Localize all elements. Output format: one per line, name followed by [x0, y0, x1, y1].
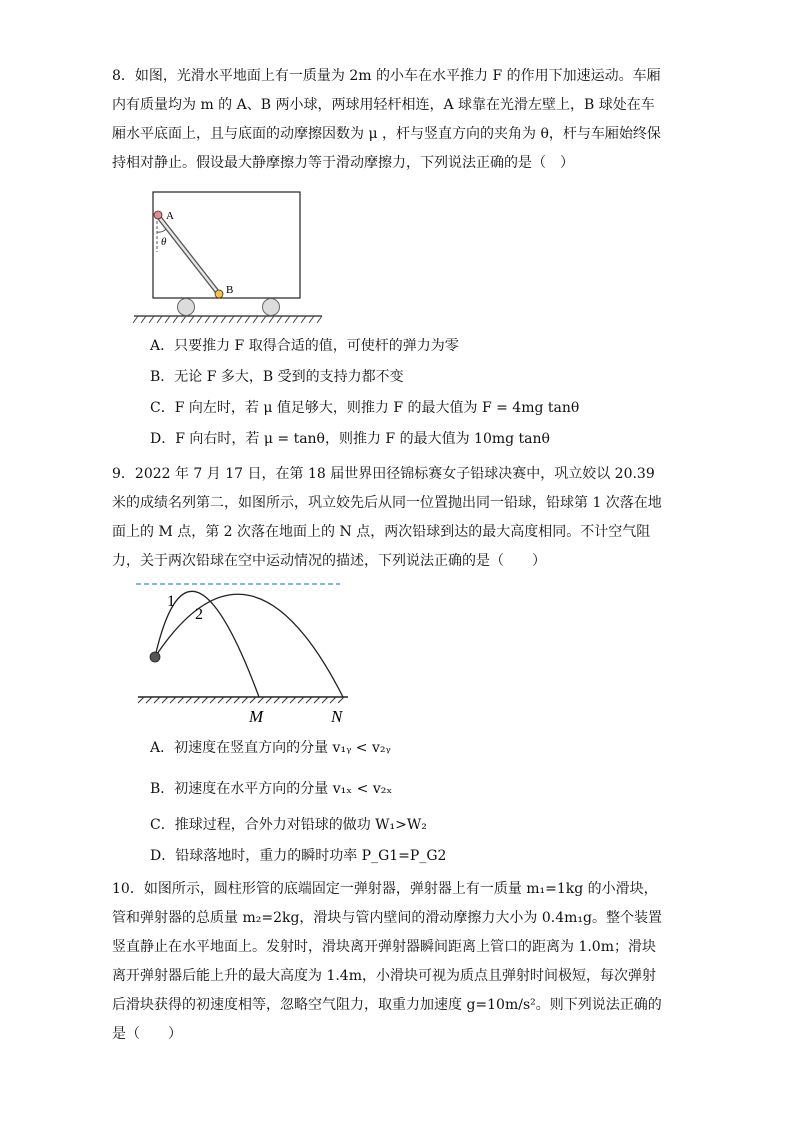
q9-option-a[interactable]: A．初速度在竖直方向的分量 v₁ᵧ < v₂ᵧ: [150, 740, 391, 756]
q9-trajectory-figure: [132, 580, 352, 730]
ball-a: [154, 211, 162, 219]
q8-option-d[interactable]: D．F 向右时，若 μ = tanθ，则推力 F 的最大值为 10mg tanθ: [150, 431, 550, 447]
cart-wheel-right: [263, 299, 280, 316]
label-point-n: N: [331, 707, 343, 726]
q10-stem: 10．如图所示，圆柱形管的底端固定一弹射器，弹射器上有一质量 m₁=1kg 的小滑块，管和弹射器的总质量 m₂=2kg，滑块与管内壁间的滑动摩擦力大小为 0.4m₁g。整个装置竖直静止在水平地面上。发射时，滑块离开弹射器瞬间距离上管口的距离为 1.0m；滑块离开弹射器后能上升的最大高度为 1.4m，小滑块可视为质点且弹射时间极短，每次弹射后滑块获得的初速度相等，忽略空气阻力，取重力加速度 g=10m/s²。则下列说法正确的是（ ）: [112, 881, 662, 1042]
shot-ball: [150, 652, 160, 662]
q8-option-c[interactable]: C．F 向左时，若 μ 值足够大，则推力 F 的最大值为 F = 4mg tanθ: [150, 400, 580, 416]
q8-stem: 8．如图，光滑水平地面上有一质量为 2m 的小车在水平推力 F 的作用下加速运动。车厢内有质量均为 m 的 A、B 两小球，两球用轻杆相连，A 球靠在光滑左壁上，B 球处在车厢水平底面上，且与底面的动摩擦因数为 μ ，杆与竖直方向的夹角为 θ，杆与车厢始终保持相对静止。假设最大静摩擦力等于滑动摩擦力，下列说法正确的是（ ）: [112, 68, 661, 171]
ground-hatch: [138, 697, 344, 703]
q9-option-b[interactable]: B．初速度在水平方向的分量 v₁ₓ < v₂ₓ: [150, 781, 393, 797]
q8-cart-figure: [130, 188, 330, 328]
q9-option-c[interactable]: C．推球过程，合外力对铅球的做功 W₁>W₂: [150, 817, 427, 833]
cart-body: [153, 192, 300, 298]
trajectory-2: [155, 594, 343, 697]
q8-option-b[interactable]: B．无论 F 多大，B 受到的支持力都不变: [150, 369, 404, 385]
ball-b: [215, 290, 223, 298]
label-trajectory-2: 2: [195, 606, 203, 623]
light-rod-highlight: [158, 216, 219, 294]
cart-wheel-left: [178, 299, 195, 316]
label-theta: θ: [161, 236, 167, 248]
label-point-m: M: [249, 707, 264, 726]
q8-option-a[interactable]: A．只要推力 F 取得合适的值，可使杆的弹力为零: [150, 338, 459, 354]
label-trajectory-1: 1: [167, 593, 175, 610]
label-b: B: [226, 284, 234, 296]
label-a: A: [166, 210, 174, 222]
ground-hatch: [133, 316, 322, 323]
q9-option-d[interactable]: D．铅球落地时，重力的瞬时功率 P_G1=P_G2: [150, 848, 447, 864]
q9-stem: 9．2022 年 7 月 17 日，在第 18 届世界田径锦标赛女子铅球决赛中，巩立姣以 20.39 米的成绩名列第二，如图所示，巩立姣先后从同一位置抛出同一铅球，铅球第 1 次落在地面上的 M 点，第 2 次落在地面上的 N 点，两次铅球到达的最大高度相同。不计空气阻力，关于两次铅球在空中运动情况的描述，下列说法正确的是（ ）: [112, 466, 662, 569]
